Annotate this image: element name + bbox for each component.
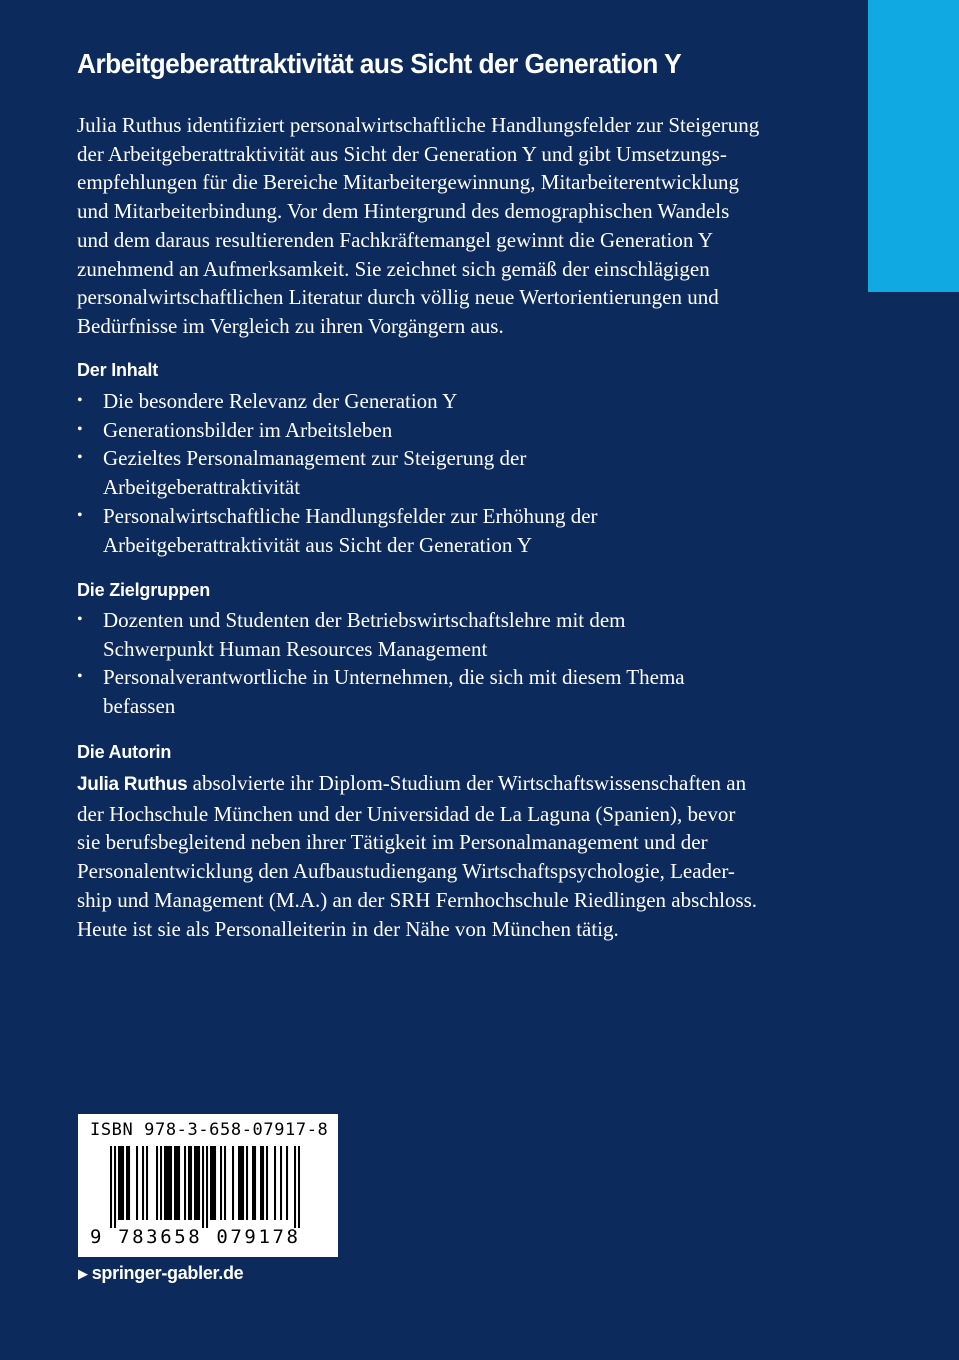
barcode-bar xyxy=(254,1146,256,1220)
list-item: • Dozenten und Studenten der Betriebswirtschaftslehre mit dem Schwerpunkt Human Resources Management xyxy=(77,606,797,663)
barcode-bar xyxy=(224,1146,226,1220)
barcode-bar xyxy=(126,1146,128,1220)
intro-line: und dem daraus resultierenden Fachkräftemangel gewinnt die Generation Y xyxy=(77,227,713,252)
barcode-bar xyxy=(160,1146,162,1220)
barcode-bar xyxy=(252,1146,254,1220)
barcode-bar xyxy=(274,1146,276,1220)
arrow-right-icon: ▶ xyxy=(78,1266,88,1281)
barcode-bar xyxy=(242,1146,244,1220)
barcode-bar xyxy=(176,1146,178,1220)
barcode-bar xyxy=(266,1146,268,1220)
barcode-bar xyxy=(156,1146,158,1220)
barcode-bar xyxy=(286,1146,288,1220)
list-item: • Die besondere Relevanz der Generation Y xyxy=(77,387,797,416)
barcode-bars xyxy=(110,1146,300,1228)
list-item: • Gezieltes Personalmanagement zur Steigerung der Arbeitgeberattraktivität xyxy=(77,444,797,501)
isbn-digits: 9 783658 079178 xyxy=(90,1226,301,1248)
book-title: Arbeitgeberattraktivität aus Sicht der Generation Y xyxy=(77,48,682,79)
barcode-bar xyxy=(110,1146,112,1228)
author-bio-line: der Hochschule München und der Universidad de La Laguna (Spanien), bevor xyxy=(77,801,736,826)
list-item: • Personalverantwortliche in Unternehmen, die sich mit diesem Thema befassen xyxy=(77,663,797,720)
list-item: • Personalwirtschaftliche Handlungsfelder zur Erhöhung der Arbeitgeberattraktivität aus Sicht der Generation Y xyxy=(77,502,797,559)
intro-line: Bedürfnisse im Vergleich zu ihren Vorgängern aus. xyxy=(77,313,504,338)
section-heading-autorin: Die Autorin xyxy=(77,742,172,762)
intro-line: Julia Ruthus identifiziert personalwirtschaftliche Handlungsfelder zur Steigerung xyxy=(77,113,760,137)
barcode-bar xyxy=(166,1146,168,1220)
barcode-bar xyxy=(280,1146,282,1220)
barcode-bar xyxy=(212,1146,214,1220)
intro-line: und Mitarbeiterbindung. Vor dem Hintergrund des demographischen Wandels xyxy=(77,199,730,224)
isbn-barcode xyxy=(78,1114,338,1257)
barcode-bar xyxy=(240,1146,242,1220)
barcode-bar xyxy=(194,1146,196,1220)
barcode-bar xyxy=(246,1146,248,1220)
barcode-bar xyxy=(146,1146,148,1220)
isbn-label: ISBN 978-3-658-07917-8 xyxy=(90,1120,329,1140)
barcode-bar xyxy=(232,1146,234,1220)
barcode-bar xyxy=(118,1146,120,1220)
author-bio-first-line: Julia Ruthus absolvierte ihr Diplom-Studium der Wirtschaftswissenschaften an xyxy=(77,771,747,795)
barcode-bar xyxy=(298,1146,300,1228)
list-item: • Generationsbilder im Arbeitsleben xyxy=(77,416,797,445)
author-name: Julia Ruthus xyxy=(77,774,188,795)
barcode-bar xyxy=(188,1146,190,1220)
barcode-bar xyxy=(122,1146,124,1220)
zielgruppen-list xyxy=(77,606,797,721)
barcode-bar xyxy=(210,1146,212,1220)
barcode-bar xyxy=(238,1146,240,1220)
intro-line: personalwirtschaftlichen Literatur durch völlig neue Wertorientierungen und xyxy=(77,285,719,310)
barcode-bar xyxy=(128,1146,130,1220)
barcode-bar xyxy=(136,1146,138,1220)
barcode-bar xyxy=(202,1146,204,1228)
barcode-bar xyxy=(220,1146,222,1220)
barcode-bar xyxy=(260,1146,262,1220)
author-bio-line: Heute ist sie als Personalleiterin in der Nähe von München tätig. xyxy=(77,916,619,941)
intro-line: empfehlungen für die Bereiche Mitarbeitergewinnung, Mitarbeiterentwicklung xyxy=(77,170,740,195)
author-bio-line: sie berufsbegleitend neben ihrer Tätigkeit im Personalmanagement und der xyxy=(77,830,708,855)
barcode-bar xyxy=(164,1146,166,1220)
barcode-bar xyxy=(196,1146,198,1220)
barcode-bar xyxy=(142,1146,144,1220)
barcode-bar xyxy=(198,1146,200,1220)
section-heading-inhalt: Der Inhalt xyxy=(77,360,159,380)
barcode-bar xyxy=(114,1146,116,1228)
author-bio-line: Personalentwicklung den Aufbaustudiengang Wirtschaftspsychologie, Leader- xyxy=(77,859,735,884)
barcode-bar xyxy=(190,1146,192,1220)
barcode-bar xyxy=(178,1146,180,1220)
publisher-website[interactable]: ▶ springer-gabler.de xyxy=(78,1261,243,1286)
intro-paragraph xyxy=(77,111,802,341)
intro-line: der Arbeitgeberattraktivität aus Sicht der Generation Y und gibt Umsetzungs- xyxy=(77,141,727,166)
barcode-bar xyxy=(174,1146,176,1220)
barcode-bar xyxy=(294,1146,296,1228)
barcode-bar xyxy=(262,1146,264,1220)
barcode-bar xyxy=(168,1146,170,1220)
barcode-bar xyxy=(170,1146,172,1220)
author-bio-line: ship und Management (M.A.) an der SRH Fernhochschule Riedlingen abschloss. xyxy=(77,887,758,912)
barcode-bar xyxy=(214,1146,216,1220)
section-heading-zielgruppen: Die Zielgruppen xyxy=(77,580,211,600)
barcode-bar xyxy=(120,1146,122,1220)
inhalt-list xyxy=(77,387,797,559)
barcode-bar xyxy=(184,1146,186,1220)
author-bio xyxy=(77,769,802,943)
barcode-bar xyxy=(206,1146,208,1228)
intro-line: zunehmend an Aufmerksamkeit. Sie zeichnet sich gemäß der einschlägigen xyxy=(77,256,710,281)
accent-bar xyxy=(868,0,959,292)
